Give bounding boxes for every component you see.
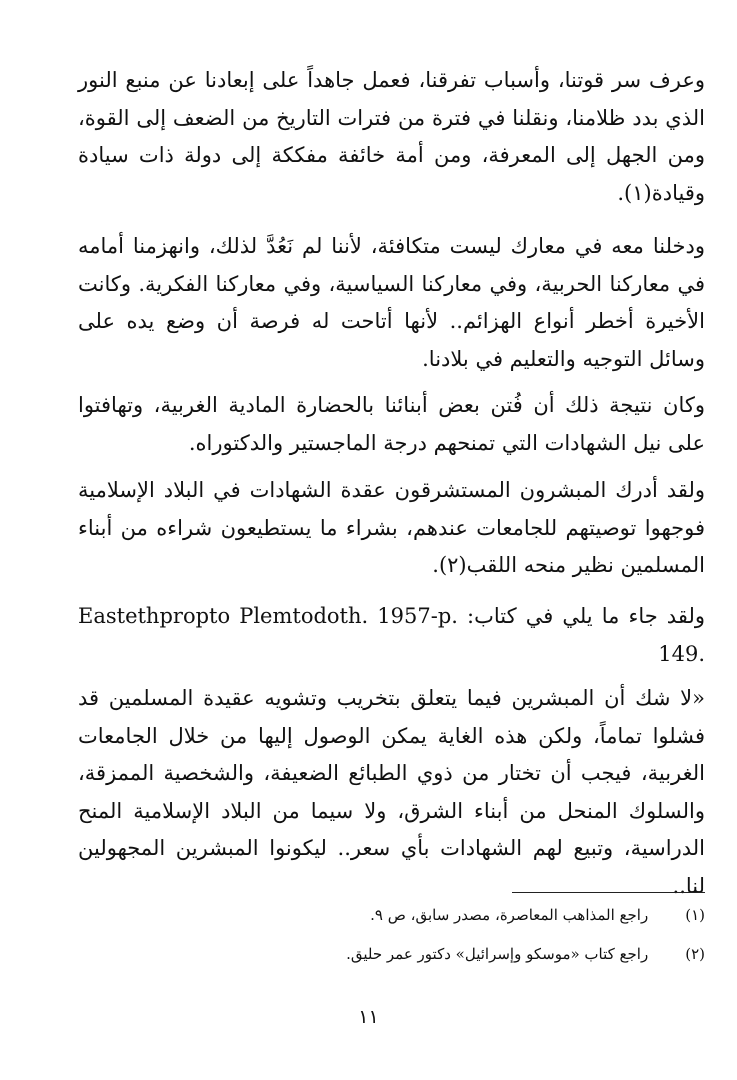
footnote-1 [105,906,705,924]
citation-arabic: ولقد جاء ما يلي في كتاب: [467,604,705,628]
footnote-divider [512,892,705,893]
page-number: ١١ [358,1006,379,1028]
paragraph-4: ولقد أدرك المبشرون المستشرقون عقدة الشهادات في البلاد الإسلامية فوجهوا توصيتهم للجامعات عندهم، بشراء ما يستطيعون شراءه من أبناء المسلمين نظير منحه اللقب(٢). [78,478,705,577]
footnote-2-text: راجع كتاب «موسكو وإسرائيل» دكتور عمر حليق. [346,945,649,963]
footnote-1-number: (١) [685,906,705,924]
citation-latin: Eastethpropto Plemtodoth. 1957-p. [78,604,458,628]
footnote-2 [105,945,705,963]
footnote-1-text: راجع المذاهب المعاصرة، مصدر سابق، ص ٩. [370,906,649,924]
paragraph-3: وكان نتيجة ذلك أن فُتن بعض أبنائنا بالحضارة المادية الغربية، وتهافتوا على نيل الشهادات التي تمنحهم درجة الماجستير والدكتوراه. [78,393,705,455]
paragraph-1: وعرف سر قوتنا، وأسباب تفرقنا، فعمل جاهداً على إبعادنا عن منبع النور الذي بدد ظلامنا، ونقلنا في فترة من فترات التاريخ من الضعف إلى القوة، ومن الجهل إلى المعرفة، ومن أمة خائفة مفككة إلى دولة ذات سيادة وقيادة(١). [78,68,705,205]
paragraph-2: ودخلنا معه في معارك ليست متكافئة، لأننا لم نَعُدَّ لذلك، وانهزمنا أمامه في معاركنا الحربية، وفي معاركنا السياسية، وفي معاركنا الفكرية. وكانت الأخيرة أخطر أنواع الهزائم.. لأنها أتاحت له فرصة أن وضع يده على وسائل التوجيه والتعليم في بلادنا. [78,234,705,371]
quote-paragraph: «لا شك أن المبشرين فيما يتعلق بتخريب وتشويه عقيدة المسلمين قد فشلوا تماماً، ولكن هذه الغاية يمكن الوصول إليها من خلال الجامعات الغربية، فيجب أن تختار من ذوي الطبائع الضعيفة، والشخصية الممزقة، والسلوك المنحل من أبناء الشرق، ولا سيما من البلاد الإسلامية المنح الدراسية، وتبيع لهم الشهادات بأي سعر.. ليكونوا المبشرين المجهولين لنا.. [78,686,705,898]
citation-page: 149. [658,641,705,666]
footnote-2-number: (٢) [685,945,705,963]
citation-line [78,598,705,673]
